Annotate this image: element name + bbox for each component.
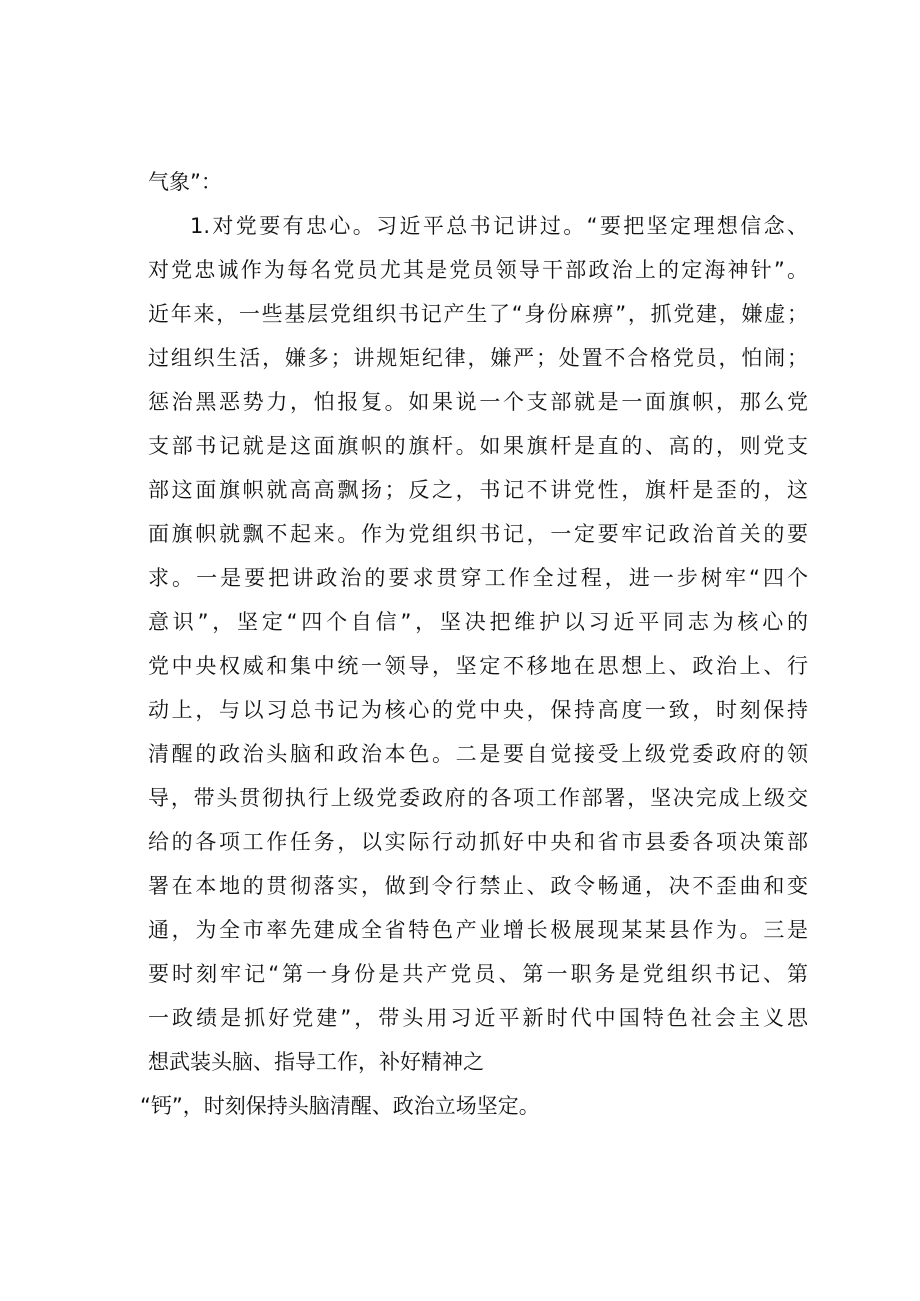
text-line: 气象”：	[148, 170, 222, 194]
text-line: 部这面旗帜就高高飘扬；反之，书记不讲党性，旗杆是歪的，这	[148, 478, 808, 502]
text-line: 过组织生活，嫌多；讲规矩纪律，嫌严；处置不合格党员，怕闹；	[148, 346, 808, 370]
text-line: 1.对党要有忠心。习近平总书记讲过。“要把坚定理想信念、	[190, 214, 808, 238]
text-line: “钙”，时刻保持头脑清醒、政治立场坚定。	[140, 1094, 540, 1118]
text-line: 通，为全市率先建成全省特色产业增长极展现某某县作为。三是	[148, 918, 808, 942]
text-line: 署在本地的贯彻落实，做到令行禁止、政令畅通，决不歪曲和变	[148, 874, 808, 898]
text-line: 给的各项工作任务，以实际行动抓好中央和省市县委各项决策部	[148, 830, 808, 854]
text-line: 一政绩是抓好党建”，带头用习近平新时代中国特色社会主义思	[148, 1006, 808, 1030]
text-line: 党中央权威和集中统一领导，坚定不移地在思想上、政治上、行	[148, 654, 808, 678]
text-line: 惩治黑恶势力，怕报复。如果说一个支部就是一面旗帜，那么党	[148, 390, 808, 414]
text-line: 对党忠诚作为每名党员尤其是党员领导干部政治上的定海神针”。	[148, 258, 808, 282]
text-line: 意识”，坚定“四个自信”，坚决把维护以习近平同志为核心的	[148, 610, 808, 634]
text-line: 面旗帜就飘不起来。作为党组织书记，一定要牢记政治首关的要	[148, 522, 808, 546]
text-line: 近年来，一些基层党组织书记产生了“身份麻痹”，抓党建，嫌虚；	[148, 302, 808, 326]
text-line: 求。一是要把讲政治的要求贯穿工作全过程，进一步树牢“四个	[148, 566, 808, 590]
text-line: 要时刻牢记“第一身份是共产党员、第一职务是党组织书记、第	[148, 962, 808, 986]
text-line: 导，带头贯彻执行上级党委政府的各项工作部署，坚决完成上级交	[148, 786, 808, 810]
text-line: 想武装头脑、指导工作，补好精神之	[148, 1050, 484, 1074]
text-line: 支部书记就是这面旗帜的旗杆。如果旗杆是直的、高的，则党支	[148, 434, 808, 458]
text-line: 清醒的政治头脑和政治本色。二是要自觉接受上级党委政府的领	[148, 742, 808, 766]
body-text	[140, 160, 808, 1128]
text-line: 动上，与以习总书记为核心的党中央，保持高度一致，时刻保持	[148, 698, 808, 722]
